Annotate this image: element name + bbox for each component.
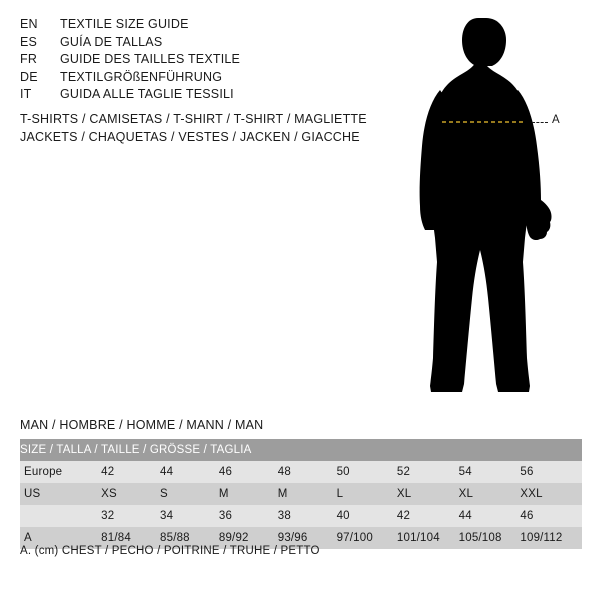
cell: XL (397, 483, 459, 505)
man-silhouette-figure (400, 10, 600, 400)
cell: 46 (219, 461, 278, 483)
cell: 97/100 (337, 527, 397, 549)
language-text: GUIDE DES TAILLES TEXTILE (60, 52, 241, 66)
language-row (20, 86, 400, 104)
language-row (20, 51, 400, 69)
row-label: Europe (20, 461, 101, 483)
row-label (20, 505, 101, 527)
language-code: FR (20, 52, 38, 66)
footnote: A. (cm) CHEST / PECHO / POITRINE / TRUHE / PETTO (20, 545, 320, 557)
cell: M (278, 483, 337, 505)
table-row (20, 505, 582, 527)
language-row (20, 16, 400, 34)
cell: M (219, 483, 278, 505)
cell: 56 (520, 461, 582, 483)
cell: 32 (101, 505, 160, 527)
table-header-row (20, 439, 582, 461)
category-block (20, 110, 420, 146)
cell: S (160, 483, 219, 505)
table-header-label: SIZE / TALLA / TAILLE / GRÖSSE / TAGLIA (20, 439, 582, 461)
cell: 93/96 (278, 527, 337, 549)
cell: XXL (520, 483, 582, 505)
cell: 40 (337, 505, 397, 527)
language-code: EN (20, 17, 38, 31)
language-text: TEXTILE SIZE GUIDE (60, 17, 189, 31)
cell: L (337, 483, 397, 505)
category-line-tshirts: T-SHIRTS / CAMISETAS / T-SHIRT / T-SHIRT / MAGLIETTE (20, 112, 367, 126)
cell: 109/112 (520, 527, 582, 549)
cell: 46 (520, 505, 582, 527)
cell: 50 (337, 461, 397, 483)
table-title: MAN / HOMBRE / HOMME / MANN / MAN (20, 418, 264, 432)
cell: 81/84 (101, 527, 160, 549)
cell: 44 (160, 461, 219, 483)
chest-measure-label: A (552, 114, 560, 126)
chest-measure-dash-icon (532, 122, 548, 123)
language-text: TEXTILGRÖßENFÜHRUNG (60, 69, 223, 84)
table-row (20, 461, 582, 483)
language-code: DE (20, 69, 38, 84)
size-table (20, 439, 582, 549)
row-label: US (20, 483, 101, 505)
cell: 101/104 (397, 527, 459, 549)
language-code: IT (20, 87, 32, 101)
cell: 34 (160, 505, 219, 527)
cell: XS (101, 483, 160, 505)
row-label: A (20, 527, 101, 549)
language-header-block (20, 16, 400, 104)
cell: XL (459, 483, 521, 505)
cell: 54 (459, 461, 521, 483)
language-text: GUÍA DE TALLAS (60, 34, 163, 49)
cell: 44 (459, 505, 521, 527)
cell: 42 (397, 505, 459, 527)
cell: 89/92 (219, 527, 278, 549)
table-row (20, 483, 582, 505)
language-row (20, 69, 400, 87)
cell: 48 (278, 461, 337, 483)
cell: 105/108 (459, 527, 521, 549)
cell: 42 (101, 461, 160, 483)
cell: 38 (278, 505, 337, 527)
size-table-block (20, 418, 582, 549)
language-text: GUIDA ALLE TAGLIE TESSILI (60, 87, 234, 101)
category-line-jackets: JACKETS / CHAQUETAS / VESTES / JACKEN / GIACCHE (20, 130, 360, 144)
cell: 85/88 (160, 527, 219, 549)
cell: 52 (397, 461, 459, 483)
cell: 36 (219, 505, 278, 527)
language-row (20, 34, 400, 52)
language-code: ES (20, 34, 38, 49)
